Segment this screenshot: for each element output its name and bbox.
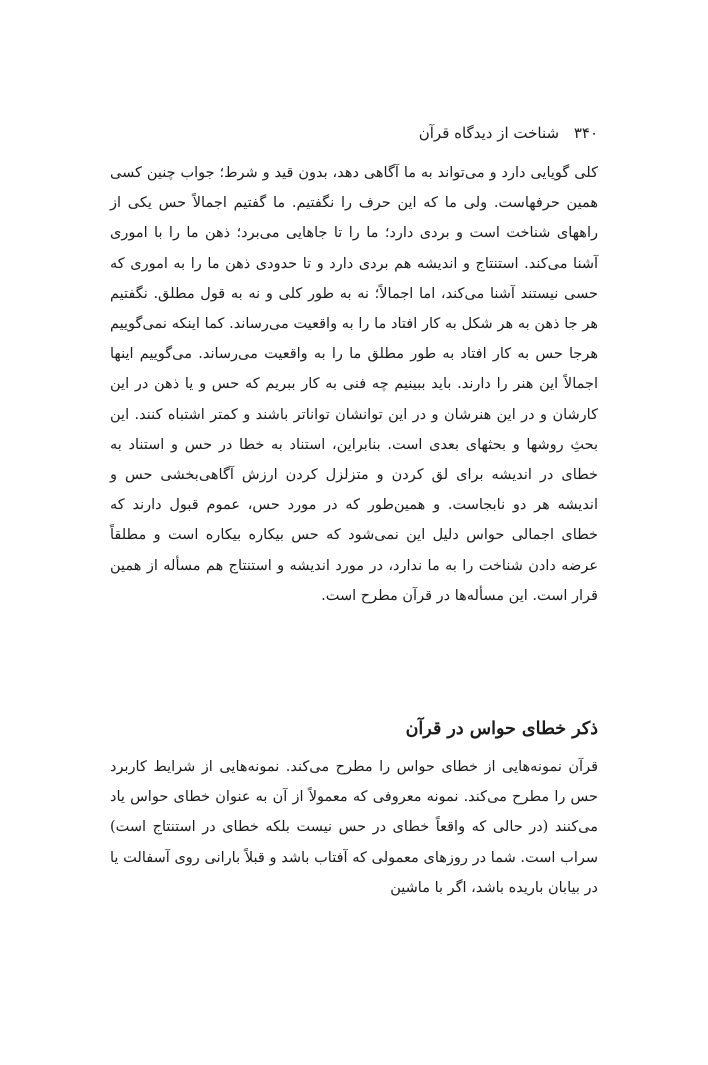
body-text-bottom [110,752,598,903]
running-title: شناخت از دیدگاه قرآن [418,124,560,142]
body-text-top [110,158,598,611]
page-header [110,118,598,148]
paragraph-1: کلی گویایی دارد و می‌تواند به ما آگاهی دهد، بدون قید و شرط؛ جواب چنین کسی همین حرفهاست. ولی ما که این حرف را نگفتیم. ما گفتیم اجمالاً حس یکی از راههای شناخت است و بردی دارد؛ ما را تا جاهایی می‌برد؛ ذهن ما را با اموری آشنا می‌کند. استنتاج و اندیشه هم بردی دارد و تا حدودی ذهن ما را به اموری که حسی نیستند آشنا می‌کند، اما اجمالاً؛ نه به طور کلی و نه به قول مطلق. نگفتیم هر جا ذهن به هر شکل به کار افتاد ما را به واقعیت می‌رساند. کما اینکه نمی‌گوییم هرجا حس به کار افتاد به طور مطلق ما را به واقعیت می‌رساند. می‌گوییم اینها اجمالاً این هنر را دارند. باید ببینیم چه فنی به کار ببریم که حس و یا ذهن در این کارشان و در این هنرشان و در این توانشان تواناتر باشند و کمتر اشتباه کنند. این بحثِ روشها و بحثهای بعدی است. بنابراین، استناد به خطا در حس و استناد به خطای در اندیشه برای لق کردن و متزلزل کردن ارزش آگاهی‌بخشی حس و اندیشه هر دو نابجاست. و همین‌طور که در مورد حس، عموم قبول دارند که خطای اجمالی حواس دلیل این نمی‌شود که حس بیکاره بیکاره است و مطلقاً عرضه دادن شناخت را به ما ندارد، در مورد اندیشه و استنتاج هم مسأله از همین قرار است. این مسأله‌ها در قرآن مطرح است. [110,165,598,604]
section-heading: ذکر خطای حواس در قرآن [405,719,598,739]
paragraph-2: قرآن نمونه‌هایی از خطای حواس را مطرح می‌کند. نمونه‌هایی از شرایط کاربرد حس را مطرح می‌کند. نمونه معروفی که معمولاً از آن به عنوان خطای حواس یاد می‌کنند (در حالی که واقعاً خطای در حس نیست بلکه خطای در استنتاج است) سراب است. شما در روزهای معمولی که آفتاب باشد و قبلاً بارانی روی آسفالت یا در بیابان باریده باشد، اگر با ماشین [110,759,598,896]
page-number: ۳۴۰ [573,124,598,142]
